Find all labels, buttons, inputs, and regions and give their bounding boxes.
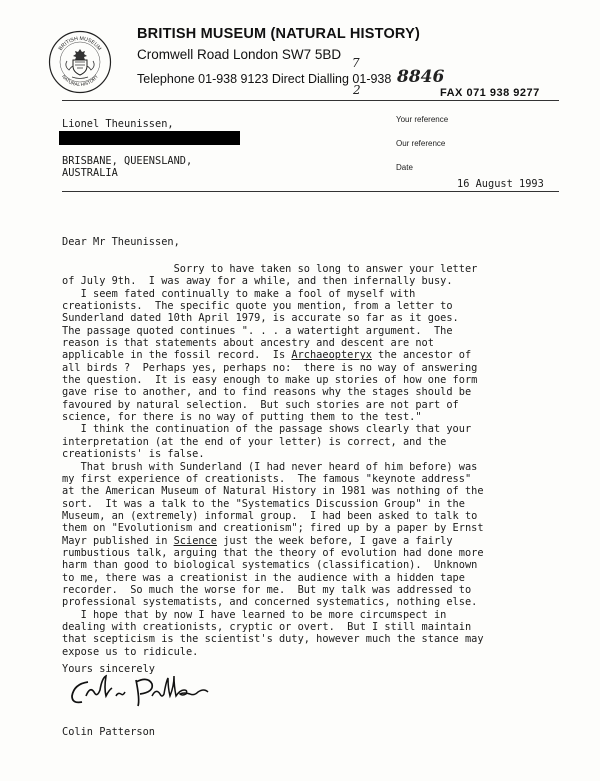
date-label: Date xyxy=(396,163,413,172)
institution-address: Cromwell Road London SW7 5BD xyxy=(137,47,342,62)
handwritten-7: 7 xyxy=(352,56,360,70)
body-line: interpretation (at the end of your letter) is correct, and the xyxy=(62,435,447,448)
institution-name: BRITISH MUSEUM (NATURAL HISTORY) xyxy=(137,26,420,42)
body-line: I hope that by now I have learned to be more circumspect in xyxy=(62,608,447,621)
letter-date: 16 August 1993 xyxy=(457,178,544,190)
handwritten-2: 2 xyxy=(353,83,361,97)
body-line: my first experience of creationists. The famous "keynote address" xyxy=(62,472,472,485)
body-line: that scepticism is the scientist's duty, however much the stance may xyxy=(62,633,484,646)
body-line: dealing with creationists, cryptic or overt. But I still maintain xyxy=(62,620,472,633)
body-line: applicable in the fossil record. Is Archaeopteryx the ancestor of xyxy=(62,349,472,362)
body-line: rumbustious talk, arguing that the theory of evolution had done more xyxy=(62,546,484,559)
body-line: gave rise to another, and to find reasons why the stages should be xyxy=(62,386,472,399)
body-line: recorder. So much the worse for me. But my talk was addressed to xyxy=(62,583,472,596)
body-line: creationists' is false. xyxy=(62,448,205,461)
address-divider xyxy=(62,191,559,192)
recipient-name: Lionel Theunissen, xyxy=(62,118,174,130)
body-line: at the American Museum of Natural History in 1981 was nothing of the xyxy=(62,485,484,498)
body-line: of July 9th. I was away for a while, and then infernally busy. xyxy=(62,275,453,288)
body-line: expose us to ridicule. xyxy=(62,645,199,658)
body-line: science, for there is no way of putting them to the test." xyxy=(62,411,422,424)
body-line: the question. It is easy enough to make up stories of how one form xyxy=(62,374,478,387)
letter-body xyxy=(62,263,552,658)
closing: Yours sincerely xyxy=(62,663,155,675)
fax-number: FAX 071 938 9277 xyxy=(440,87,540,99)
signature-name: Colin Patterson xyxy=(62,726,155,738)
handwritten-extension: 8846 xyxy=(397,67,445,87)
body-line: them on "Evolutionism and creationism"; fired up by a paper by Ernst xyxy=(62,522,484,535)
body-line: Sorry to have taken so long to answer your letter xyxy=(62,263,478,275)
body-line: sort. It was a talk to the "Systematics Discussion Group" in the xyxy=(62,497,465,510)
body-line: to me, there was a creationist in the audience with a hidden tape xyxy=(62,571,465,584)
body-line: I think the continuation of the passage shows clearly that your xyxy=(62,423,472,436)
body-line: Mayr published in Science just the week before, I gave a fairly xyxy=(62,534,453,547)
body-line: harm than good to biological systematics (classification). Unknown xyxy=(62,559,478,572)
body-line: all birds ? Perhaps yes, perhaps no: there is no way of answering xyxy=(62,361,478,374)
your-reference-label: Your reference xyxy=(396,115,449,124)
header-divider xyxy=(62,100,559,101)
recipient-country: AUSTRALIA xyxy=(62,167,118,179)
body-line: I seem fated continually to make a fool of myself with xyxy=(62,287,416,300)
institution-telephone: Telephone 01-938 9123 Direct Dialling 01-938 xyxy=(137,72,392,86)
body-line: reason is that statements about ancestry and descent are not xyxy=(62,337,434,350)
body-line: creationists. The specific quote you mention, from a letter to xyxy=(62,300,453,313)
seal-text-bottom: NATURAL HISTORY xyxy=(60,73,100,88)
body-line: favoured by natural selection. But such stories are not part of xyxy=(62,398,459,411)
recipient-city: BRISBANE, QUEENSLAND, xyxy=(62,155,193,167)
body-line: Sunderland dated 10th April 1979, is accurate so far as it goes. xyxy=(62,312,459,325)
body-line: Museum, an (extremely) informal group. I had been asked to talk to xyxy=(62,509,478,522)
body-line: That brush with Sunderland (I had never heard of him before) was xyxy=(62,460,478,473)
handwritten-signature xyxy=(66,672,246,712)
body-line: professional systematists, and concerned systematics, nothing else. xyxy=(62,596,478,609)
body-line: The passage quoted continues ". . . a watertight argument. The xyxy=(62,324,453,337)
seal-text-top: BRITISH MUSEUM xyxy=(57,35,103,52)
museum-seal-icon xyxy=(48,30,112,94)
redacted-address xyxy=(59,131,240,145)
our-reference-label: Our reference xyxy=(396,139,446,148)
salutation: Dear Mr Theunissen, xyxy=(62,236,180,248)
